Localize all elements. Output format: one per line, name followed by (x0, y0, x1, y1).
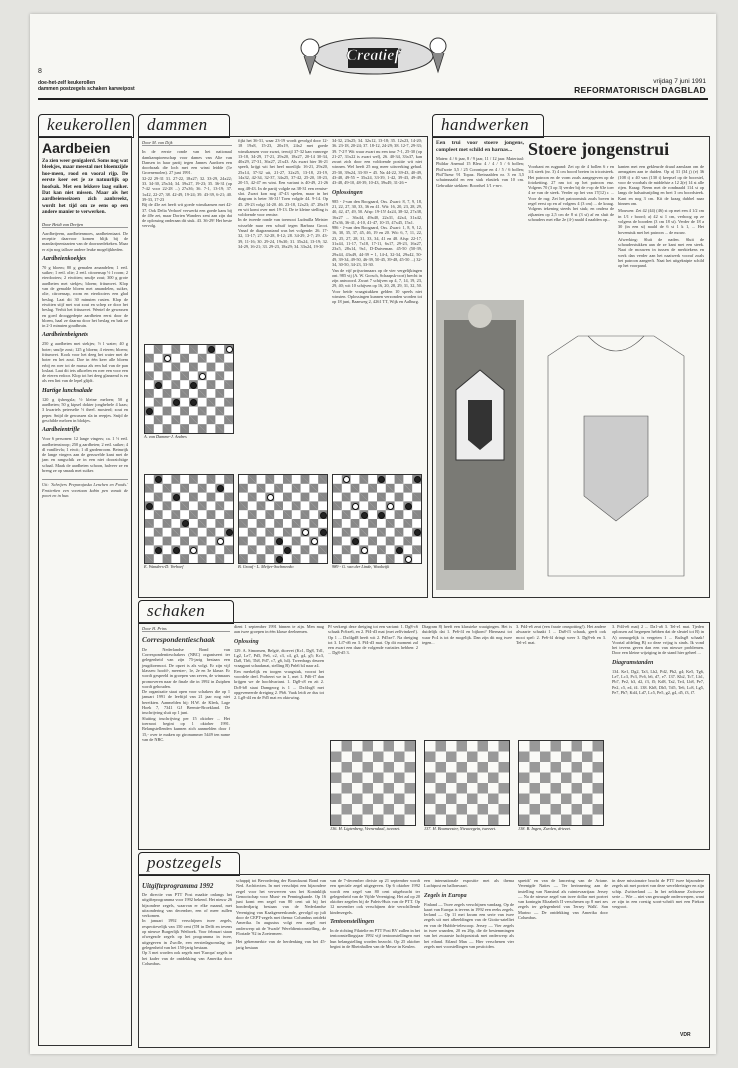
header-right (574, 78, 706, 95)
postzegels-col4 (424, 878, 514, 949)
draughts-piece (155, 547, 162, 554)
postzegels-col1 (142, 878, 232, 966)
draughts-piece (361, 512, 368, 519)
draughts-piece (173, 399, 180, 406)
recipe-text: 120 g ijsbergsla; ½ kleine meloen; 50 g aardbeien; 50 g kipsel dokter jonghehele 4 kaas; 3 kwartels peterselie ½ theel. mosterd; zout en peper. Snijd de gewassen sla in reepjes. Snijd de geschilde meloen in blokjes. (42, 396, 128, 423)
schaken-diagram-text: Diagram 8) heeft een klassieke waaigingen. Het is duidelijk dat 1. Pe6-f4 en bijkom? Hiernaast tot waar Pc4 is tot de mogelijk. Dan zijn dit nog twee tegen... (422, 624, 512, 645)
postzegels-eur: Finland — Twee zegels verschijnen vandaag. Op de kaart van Europa is tevens in 1992 een reeks zegels. Ierland — Op 11 mei kwam een serie van twee zegels uit met afbeeldingen van de Giotto-satelliet en van de Hubble-telescoop. Jersey — Vier zegels in twee waarden, 20 en 26p, die de bestemmingen van het zwaarste luchtpoststuk met onderwerp als het eiland. Eiland Man — Hier verschenen vier zegels met voorstellingen van pesticiden. (424, 901, 514, 949)
draughts-piece (267, 494, 274, 501)
draughts-piece (378, 512, 385, 519)
postzegels-text1b: In januari 1992 verschijnen twee zegels, respectievelijk van 150 cent (TH in Delft en tevens op nieuwe Burgerlijk Wetboek. Voor februari staan ofwegezde zegels op het programma in twee, uitgegeven in Zwolle, een eerstedagsomslag ter gelegenheid van het 150-jarig bestaan. (142, 918, 232, 950)
dammen-solutions-title: Oplossingen (332, 189, 363, 196)
dammen-moves: 32-22 29-31 31. 27-22, 18x27; 32. 33-29, 24x22; 33. 34-30, 25x34; 34. 39x27, 19-23; 35. 36-31 (op 7-42 voor 22-28 ...) 27x36; 36. 7-1, 13-19; 37. 1x42, 22-27; 38. 42-49, 19-24; 39. 43-39, 6-21; 40. 39-33, 17-23 (142, 175, 232, 202)
knitting-chart (528, 296, 704, 590)
schaken-text3: Sluiting inschrijving per 15 oktober ... Het toernooi begint op 1 oktober 1991. Belangstellenden kunnen zich aanmelden door f 15,- over te maken op gironummer 5449 ten name van de NBC. (142, 715, 230, 742)
chess-board-2 (424, 740, 510, 826)
schaken-col2 (234, 624, 324, 701)
chess-board-3 (518, 740, 604, 826)
draughts-board-4 (332, 474, 422, 564)
chess-board-1 (330, 740, 416, 826)
schaken-byline: Door H. Prins (142, 626, 230, 632)
header-rule (38, 98, 708, 100)
postzegels-col6-text: in deze missionaire bracht de PTT twee bijzondere zegels uit met portret van deze wereldreiziger en zijn schip. Zwitserland — In het zeldzame Zwitserse serie ... Wie ... niet van gewaagde onderwerpen, want ze zijn in een roestig soort-schrift met een Piekon vergroot. (612, 878, 704, 910)
schaken-col2-text: Een merkelijk en toogen vraagstuk, voorat het voordele deel. Probeert we in 1, met 1. Pd6-f7 dan krijgen we de hoofdvariant. 1. Dg8-c8 en zit 2. Dc8-b8 staat Damgeorg is 1 ... Dxf4xg8 met opgeveneerde dreiging 2. Pb6. Vaak leidt ze dus tot 2. Lg8-d4 en de Pd5 mat en oktowing. (234, 668, 324, 701)
schaken-caption-2: 137. H. Boumeester, Nieuwegein, tweezet. (424, 826, 496, 831)
schaken-title: Correspondentieschaak (142, 635, 215, 645)
draughts-piece (311, 538, 318, 545)
dammen-byline: Door M. van Dijk (142, 140, 232, 146)
handwerken-materials: Maten: 4 / 6 jaar, 8 / 9 jaar, 11 / 12 jaar. Materiaal: Phildar Anemal 15 Bleu: 4 / 4 / 5 / 6 bollen; Phil'sorte 3,5 / 25 Coronique en 4 / 5 / 6 bollen; Phil'Tueur 91 Topaz. Breinaalden nr. 3 en 3,5 schuimnaald en een stuk elastiek van 10 cm. Gebruikte stekken: Boordsel 1/1 r-m-r. (436, 156, 524, 188)
keuken-footnote: Uit: 'Schrijers Preparajaska Lenchen en Foods.' Frotterken een voortaan kabin pen vanuit de poort en in hun. (42, 479, 128, 498)
draughts-piece (164, 355, 171, 362)
draughts-piece (320, 512, 327, 519)
schaken-opl-title: Oplossing (234, 638, 259, 645)
schaken-col4 (422, 624, 512, 645)
dammen-solutions: 985 - J-van den Boogaard, Oss. Zwart: 8, 7, 9, 18, 21, 22, 27, 30, 33, 36 en 41. Wit: 16, 20, 23, 28, 29, 40, 42, 47, 49, 50. Afsp: 19-15! 4x24, 38-32, 27x38, 16x27 ... 36x44, 49x40, 22x31, 42x4, 31x42, 47x36, 36-41, 4-10, 41-47, 10-15, 47x45, 15x1. (332, 198, 422, 225)
tab-keukerollen: keukerollen (38, 114, 134, 138)
postzegels-col2 (236, 878, 326, 950)
logo-text: Creatief (346, 47, 400, 64)
draughts-piece (146, 408, 153, 415)
tab-handwerken: handwerken (432, 114, 544, 138)
schaken-col6-text: 3. Pd4-e6 mat) 2 ... Da1-a6 3. Tel-e1 mat. Tjeden oplossen zal begrepen hebben dat de sleutel tot B) in A) onmogelijk is vergeten 1 ... Ba4xg8 schaak! Voortal afdeling B) zo deze vrijag is sinds. Ik vond het tevens geven dan een van nieuwe problemen. Door een kleine wijziging in de stand hier geheel ... (612, 624, 704, 656)
schaken-col3 (328, 624, 418, 656)
handwerken-afwerking: Afwerking: Sluit de naden. Sluit de schouderstukken aan de ze kant met een steek. Naai de mouwen in tussen de merktekens en werk dan verder aan het naaiwerk vooraf zoals het patroon aangeeft. Naai het uitgeknipte schild op het voorpand. (618, 236, 704, 269)
draughts-board-3 (238, 474, 328, 564)
schaken-text2: De organisatie staat open voor schakers die op 1 januari 1991 de leeftijd van 21 jaar nog niet bereikten. Aanmelden bij: H.W. de Klerk, Lage Hoek 7, 7341 GJ Beemte-Broekland. De inschrijving sluit op 1 juni. (142, 689, 230, 716)
recipe-title: Hartige lunchsalade (42, 387, 93, 394)
schaken-caption-3: 138. B. Ingen, Zwolen, driezet. (518, 826, 571, 831)
creatief-logo (288, 26, 458, 78)
postzegels-text1: De directie van PTT Post maakte onlangs het uitgifteprogramma voor 1992 bekend. Het nieuw 26 bijzondere zegels, waarvan er elke maand, met uitzondering van december, een of meer zullen verkomen. (142, 892, 232, 919)
keuken-intro: Zo zien weer genigalerd. Soms nog wat bleekjes, maar meestal met bloemzijde hoe-meen, rood en vooral rijp. De eerste keer eet je ze natuurlijk op hoofsak. Met een lekkere laag suiker. Dat kan niet missen. Maar als het aardbeienseizoen zich aanbreekt, wordt het tijd om ze eens op een andere manier te verwerken. (42, 158, 128, 216)
draughts-board-1 (144, 344, 234, 434)
draughts-piece (387, 503, 394, 510)
schaken-opl: 129. A. Simonsen, België, dtoevet (Kc1, Dg8, Td1, Lg2, Le7, Pd5, Pe6, c2, c3, c4, g3, g4, g5; Kc3, Da8, Th6, Th8, Pd7, c7, g6, h4). Tweedrags deuren vraagpart schaakmat, stelling B) Pnb6 b4 naar a4. (234, 647, 324, 669)
handwerken-col2-text: Voorkant en rugpand: Zet op de 4 bollen 6 r en 1/4 steek (nr. 3) 4 cm boord breien in tricotsteek. Het patroon en de vorm zoals aangegeven op de fotoketting. 27 nm tot op het patroon enz. Volgens 70 (3 op 3) verder bij de r-op de 63e toer 4 ze van de steek. Verder op het van 17(12) r. ... Voor de rug: Zet het patroonstuk zoals boven in regel eerst op en af volgens 4 (3 cm) ... de kraag. Volgens tekening steeds het stuk; en ondera de zijkanten op 2,5 cm de 8 st (3 st) af en sluit de schouders met elke 2e (4-) naald 4 naalden op... (528, 164, 614, 222)
handwerken-title: Stoere jongenstrui (528, 139, 670, 159)
recipe-text: Voor 6 personen: 12 lange vingers; ca. 1 ½ eetl. aardbeiensiroop; 250 g aardbeien; 2 eetl. suiker; 4 dl vanillevla; 1 eiwit; 1 dl gardenroom. Beimrijk de lange vingers aan de geruwelde kant met de jam en rangschik ze in een niet doorzichtige schaal. Maak de aardbeien schoon, halveer ze en breng ze op smaak met suiker. (42, 436, 128, 474)
draughts-piece (352, 538, 359, 545)
schaken-diag-title: Diagramstanden (612, 659, 654, 666)
draughts-piece (414, 529, 421, 536)
handwerken-col2 (528, 164, 614, 222)
tab-postzegels: postzegels (138, 852, 240, 876)
header-topics-line1: doe-het-zelf keukerollen (38, 80, 96, 86)
dammen-winners: Van de vijf prijswinnaars op de vier vergelijkingen ont. 985 vij (A. W. Gorsch, Schaapsk-oort) brecht in zijn antwoord. Zwart 7 schijven op 4, 7, 14, 19, 23, 29, 40; wit 10 schijven op 16, 20, 28, 29, 31, 32, 50. Voor beide vraagstukken gelden 10 speels niet winsten. Oplossingen kunnen verzonden worden tot op 18 juni, Baanweg 2, 4261 TT, Wijk en Aalburg. (332, 267, 422, 305)
keuken-column (38, 136, 132, 1046)
schaken-text: De Nederlandse Bond van Correspondentieschakers (NBC) organiseert ter gelegenheid van zijn 75-jarig bestaan een jeugdtoernooi. De opzet is als volgt. Er zijn vijf klassen: hoofd-, meester-, 1e, 2e en 3e klasse. Er wordt gespeeld in groepen van zeven, de winnaars promoveren naar de finale die in 1992 in Zutphen wordt gehouden. (142, 646, 230, 689)
postzegels-title1: Uitgifteprogramma 1992 (142, 882, 214, 890)
schaken-caption-1: 136. H. Ligtenberg, Veenendaal, tweezet. (330, 826, 401, 831)
draughts-piece (405, 503, 412, 510)
dammen-text2: Bij de 43e zet heeft wit goede winstkansen met 42-37. Ook Delia Verhoef verwerkt een goede kans bij de 40e zet, maar Dorien Wanders zent aan zijn dat de oplossing onderaan dit stuk. 43. 36-29! Het beste vervolg. (142, 202, 232, 229)
schaken-col6 (612, 624, 704, 695)
schaken-col5 (516, 624, 606, 645)
draughts-piece (378, 476, 385, 483)
header-topics (38, 80, 135, 92)
draughts-piece (155, 382, 162, 389)
issue-date: vrijdag 7 juni 1991 (653, 78, 706, 85)
draughts-piece (284, 547, 291, 554)
draughts-piece (320, 529, 327, 536)
dammen-text3: In de tweede ronde van toernooi Ludmilla Meister wisselde naar een schuif tegen Barbara Groot. Vanaf de diagramstand was het volgende: 26. 17-32, 13-17; 27. 32-28, 8-12; 28. 34-29, 2-7; 29. 43-39, 11-16; 30. 29-24, 19x30; 31. 35x24, 13-19; 32. 34-29, 16-21; 33. 29-23, 18x29; 34. 33x24, 19-30 (238, 217, 328, 249)
postzegels-eur-title: Zegels in Europa (424, 892, 467, 899)
dammen-text1: In de eerste ronde van het nationaal damkampioenschap voor dames van Alie van Dansen in haar partij tegen Jannes Aardoen een doorbraak die loch met een winst leidde (1e Groenemolen). 27 juni 1991. (142, 149, 232, 176)
dammen-caption-3: B. Graaf - L. Meijer-Sochmenko (238, 564, 294, 569)
postzegels-tent-title: Tentoonstellingen (330, 919, 375, 926)
recipe-title: Aardbeienbeignets (42, 332, 88, 339)
dammen-col2 (238, 138, 328, 249)
draughts-piece (155, 476, 162, 483)
draughts-piece (173, 547, 180, 554)
draughts-piece (190, 547, 197, 554)
newspaper-page (30, 14, 716, 1054)
postzegels-col6 (612, 878, 704, 910)
recipe-title: Aardbeienkoekjes (42, 255, 86, 262)
draughts-piece (414, 476, 421, 483)
handwerken-col1 (436, 140, 524, 188)
postzegels-text1c: Op 3 mei worden ook zegels met 'Europa' zegels in het kader van de ontdekking van Amerika door Columbus. (142, 950, 232, 966)
postzegels-col3-text: van de 7-december divisie op 21 september wordt een speciale zegel uitgegeven. Op 6 oktober 1992 wordt een zegel van 80 cent uitgebracht ter gelegenheid van de Vijfde Vereniging. Het zal op 20 oktober zegelen bij de Paleis-Huis van de PTT. Op 12 november ook verschijnen drie verschillende kinderzegels. (330, 878, 420, 915)
dammen-caption-2: E. Wanders-D. Verhoef (144, 564, 184, 569)
draughts-piece (343, 476, 350, 483)
keuken-title: Aardbeien (42, 140, 111, 156)
header-topics-line2: dammen postzegels schaken karweipost (38, 86, 135, 92)
schaken-text4: dient 1 september 1991 binnen te zijn. Men mag aan twee groepen in één klasse deelnemen. (234, 624, 324, 635)
schaken-col5-text: 3. Pd4-e6 zeat (een fraaie omspotting!). Het andere alwaarie schaakt 1 ... Da8-f3 schaak, geeft ook mooi spel: 2. Pe6-f4 dringt weer 3. Dg8-eh en 3. Tel-e1 mat. (516, 624, 606, 645)
schaken-col1 (142, 624, 230, 742)
dammen-col2-text: fijkt het 36-31, waar 23-19 wordt gevolgd door 12-18 19x8, 15-23, 20x19, 24x2 met goede winstkansen voor zwart, terwijl 37-32 kan vanwege 13-18, 34-29, 17-21, 29x20, 18x27, 20-14 30-34, 40x29, 27-31, 36x27, 21x43. Als zwart hier 36-21 speelt, krijgt wit het heel moeilijk: 16-21, 29x20, 25x14, 37-32 uit, 21-27, 32x25, 13-18, 23-19, 14x32, 42-34, 32-37, 34x25, 37-42, 25-20, 18-23, 20-15, 42-47 en wint. Een variant is 40-49, 21-26 nog 48-43. In de partij volgde na 38-31 een remise-slot. Zwart kon nog 47-43 spelen, maar in het diagram is beter 36-31! Toen volgde 44. 9-14. Op 45. 29-23 volgt 14-20. 46. 23-18, 12x23; 47. 28x19 en wit komt over met 19-13. De te kleine stelling is voldoende voor remise. (238, 138, 328, 218)
draughts-piece (302, 529, 309, 536)
draughts-piece (190, 399, 197, 406)
tab-schaken: schaken (138, 600, 234, 624)
handwerken-col3-text: kanten met een gekleurde draad aanslaan om de armsgaten aan te duiden. Op a) 31 (34 j) (e) 36 (108 t) z 40 van (130 t) keepsel op de boorstel, voor de voorhals de middelste a 12 2(e) 14 st alle rijen. Kraag: Neem met de rondnaald 114 st op langs de halsuitsnijding en brei 3 cm boordsteek. Kant en nog 3 cm. Kit de kraag dubbel naar binnen om. (618, 164, 704, 207)
recipe-title: Aardbeientrifle (42, 427, 80, 434)
draughts-piece (173, 494, 180, 501)
draughts-piece (352, 503, 359, 510)
draughts-piece (190, 382, 197, 389)
handwerken-mouwen: Mouwen: Zet 42 (44) (46) st op met een 4 1/2 cm in 1/1 r boord; a) 42 st 1 cm, verhoog op ze volgens de boorden (3 cm 18 st). Verder de 18 a 30 (in een st) naald de 6 st 1 k 1, ... Het bovenstuk met het patroon ... de mouw. (618, 208, 704, 235)
recipe-list (42, 256, 128, 474)
dammen-col3 (332, 138, 422, 305)
schaken-diag: 134. Ke1, Dg2, Ta3, Lh2, Pd2, Pb2, g4; Ke5, Tg6, Le7, Lc3, Pc3, Pc6, b6, d7, e7. 137. Kb2, Tc7, Lb1, Pb7, Pe2, b3, d2, f3, f5; Kd8, Ta2, Te4, Lb8, Pe7, Pe2, c5, e4, f4. 138. Kh8, Dh5, Td5, Te6, Lc8, Lg5, Pe7, Pb7; Kd4, Ld7, Lc5, Pe5, g2, g4, d5, f3, f7. (612, 668, 704, 695)
page-number: 8 (38, 68, 42, 75)
keuken-body: Aardbeijeem, aardbeienmoes, aardbeientaart. De receptie daarvoor komen blijk bij de mandarijnentaarten van de doorsnedekeken. Maar er zijn nog talloze andere leuke mogelijkheden. (42, 230, 128, 252)
schaken-col3-text: Pf verkregt deze dreiging tot een variant: 1. Dg8-c6 schaak Pc6xe6, en 2. Pf4-d3 mat (met zelfvindzet!). Op 1 ... Dxf4gd8 heeft wit 2. Pd5xe7. Na dreiging tot 3. Lf7-d6 en 3. Pf4-d3 mat. Op dit moment zal een zwart een daar de volgende variaties hebben: 2 ... Dg8-d5 3. (328, 624, 418, 656)
postzegels-tent: In de richting Filatelie en PTT Post BV zullen in het tentoonstellingsjaar 1992 vijf tentoonstellingen met hun belangstelling worden bezocht. Op 25 oktober begint in de Rheinhallen van de Messe in Keulen. (330, 928, 420, 949)
author-signature: VDR (680, 1032, 691, 1038)
tab-dammen: dammen (138, 114, 230, 138)
postzegels-col2b: Het gekenmerkte van de herdenking van het 45-jarig bestaan (236, 939, 326, 950)
dammen-col1 (142, 138, 232, 229)
draughts-piece (396, 547, 403, 554)
draughts-piece (217, 538, 224, 545)
newspaper-name: REFORMATORISCH DAGBLAD (574, 85, 706, 95)
postzegels-col5-text: spreidt' en van de lancering van de Ariane. Verenigde Naties — Ter herinnering aan de instelling van Nansinal als ruimtevaartjaar. Jersey — Na de nieuwe zegel van twee dollar met portret van koningin Elizabeth II verschenen op 8 mei zes zegels ter gelegenheid van 'Jersey Walk'. San Marino — De ontdekking van Amerika door Columbus. (518, 878, 608, 921)
dammen-caption-1: A. van Damme-J. Andres (144, 434, 187, 439)
postzegels-col2-text: schappij tot Bevordering der Bouwkunst Bond van Ned. Architecten. In mei verschijnt een bijzondere zegel voor het verwerven van het Koninklijk Genootschap voor Munt- en Penningkunde. Op 16 juni komt een zegel van 80 cent uit bij het honderdjarig bestaan van de Nederlandse Vereniging van Kaakgeneeskunde, gevolgd op juli door de CEPT-zegels met thema: Columbus ontdekt Amerika. In augustus volgt een zegel met onderwerp uit de 'Swade' Wereldtentoonstelling, de Floriade '92 in Zoetermeer. (236, 878, 326, 936)
draughts-piece (276, 538, 283, 545)
draughts-piece (226, 346, 233, 353)
draughts-piece (276, 556, 283, 563)
recipe-text: 250 g aardbeien met stekjes; ½ l water; 40 g boter; snufje zout; 125 g bloem; 4 eieren; bloem; fritumvet. Kook voor het deeg het water met de boter en het zout. Doe in één keer alle bloem erbij en roer tot de massa als een bal van de pan loslaat. Laat dit iets afkoelen en roer een voor een de eieren erdoor. Klop tot het deeg glanzend is en als een lint van de lepel glijdt. (42, 341, 128, 384)
draughts-piece (226, 529, 233, 536)
postzegels-col3 (330, 878, 420, 949)
draughts-piece (146, 503, 153, 510)
draughts-piece (405, 556, 412, 563)
handwerken-intro: Een trui voor stoere jongens, compleet met schild en harnas... (436, 140, 524, 153)
dammen-col3-text: 34-32, 23x25; 34. 32x12, 13-18; 35. 12x23, 14-20; 36. 23-18, 20-24; 37. 18-12, 24-29; 38. 12-7, 29-33; 39. 7-2!! Wit waar zwart nu een tour 7-1, 25-30 (op 21-27, 31x22 is zwart wel), 26. 40-34, 33x37, kan zwart zich door een voldoende positie wit niet winnen. Wel heeft 25 nog meer uitwerking gehad. 25-30, 39x24, 33-39 = 45. Na 44-22, 39-43, 40-49, 43-48, 49-55 = 35x24, 33-39, 1-42, 39-43, 49-49, 43-48, 49-10, 48-39, 10-43, 39x49, 31-26 = (332, 138, 422, 186)
postzegels-col5 (518, 878, 608, 920)
draughts-piece (361, 547, 368, 554)
dammen-caption-4: 989 - G. van der Linde, Waalwijk (332, 564, 390, 569)
draughts-board-2 (144, 474, 234, 564)
postzegels-col4-text: een internationale expositie met als thema Luchtpost en ballonvaart. (424, 878, 514, 889)
draughts-piece (182, 520, 189, 527)
draughts-piece (217, 485, 224, 492)
recipe-text: 70 g bloem; 80 g gemalen amandelen; 1 eetl. suiker; 1 eetl. olie; 2 eetl. citroensap ½ l room; 2 eierdooiers; 2 eiwitten; snufje zout; 300 g grote aardbeien met stekjes; bloem; fritumvet. Klop van de gemalde bloem met amandelen, suiker, olie, citroensap, room en eierdooiers een glad beslag. Laat dit 30 minuten rusten. Klop de eiwitten stijf met wat zout en schep ze door het beslag. Verhit het frituurvet. Wentel de gewassen en goed drooggedepte aardbeien eerst door de bloem, haal ze daarna door het beslag en bak ze in 2-3 minuten goudbruin. (42, 264, 128, 329)
keuken-byline: Door Heidi van Dreijen (42, 222, 128, 228)
draughts-piece (208, 346, 215, 353)
draughts-piece (199, 373, 206, 380)
sweater-photo (436, 300, 524, 590)
handwerken-col3 (618, 164, 704, 269)
dammen-solutions2: 986 - J-van den Boogaard, Oss. Zwart: 1, 8, 9, 12, 16, 30, 35, 37, 45, 46, 19 en 20. Wit: 6, 7, 11, 22, 23, 25, 27, 28, 31, 33, 34, 41 en 48. Afsp: 22-17, 31x44, 11-17, 7x18, 17-11, 6x17, 29-23, 16x27, 23x5, 28x14, 9x1, D-Duiveman. 45-50 (50-39, 29x44, 43x49, 44-39 = 1, 14-4, 32-34, 29x42, 50-49, 39-34, 49-50, 46-39, 50-45, 39-48, 45-50 ...) 32-34, 30-50, 34-23, 33-30. (332, 225, 422, 268)
